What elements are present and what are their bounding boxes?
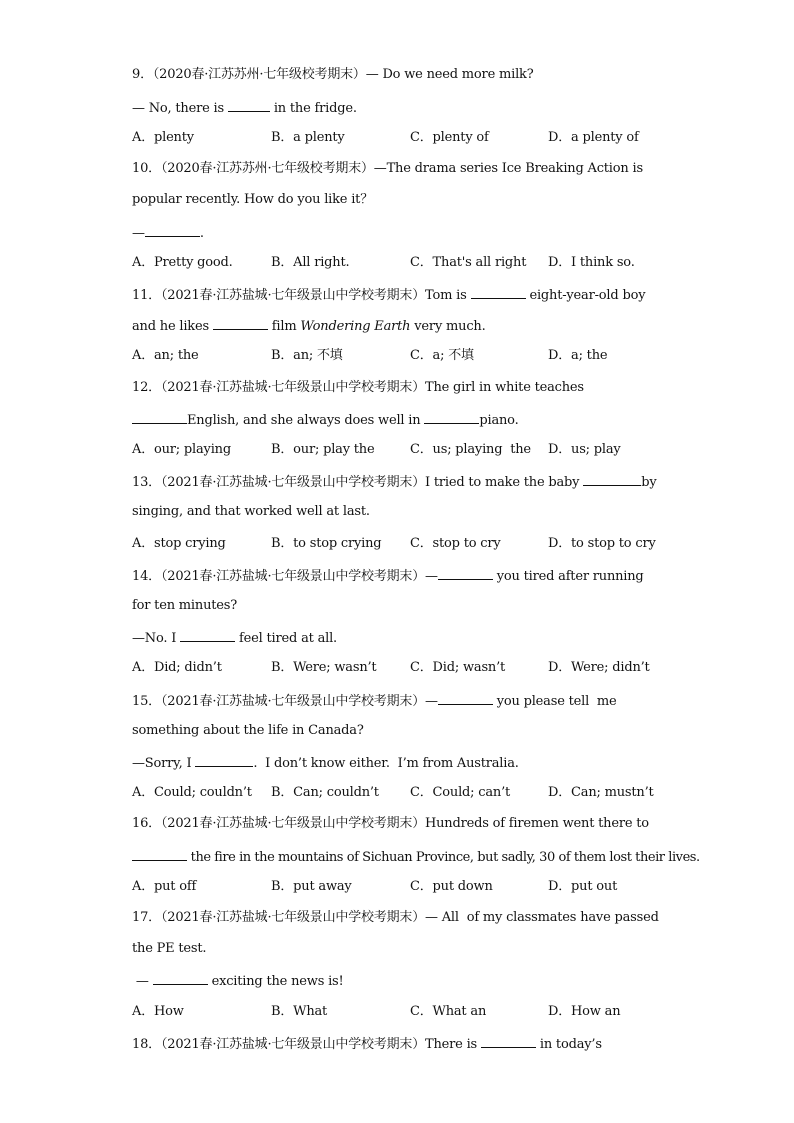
question-13-option-c[interactable]: C．stop to cry <box>410 536 501 551</box>
answer-blank[interactable] <box>145 224 200 237</box>
text: you tired after running <box>492 569 644 584</box>
question-11-stem-cont <box>132 317 486 335</box>
text: . I don’t know either. I’m from Australia. <box>253 756 519 771</box>
question-10-option-b[interactable]: B．All right. <box>271 255 350 270</box>
question-17-stem-cont: the PE test. <box>132 941 207 956</box>
question-15-stem <box>132 692 617 710</box>
text: feel tired at all. <box>235 631 337 646</box>
question-17-stem: 17．（2021春·江苏盐城·七年级景山中学校考期末）— All of my classmates have passed <box>132 910 659 925</box>
question-15-answer-line <box>132 754 519 772</box>
text: — No, there is <box>132 101 228 116</box>
question-16-option-a[interactable]: A．put off <box>132 879 197 894</box>
question-15-option-b[interactable]: B．Can; couldn’t <box>271 785 379 800</box>
text: in the fridge. <box>269 101 357 116</box>
text: you please tell me <box>492 694 617 709</box>
text: in today’s <box>535 1037 602 1052</box>
question-10-option-c[interactable]: C．That's all right <box>410 255 527 270</box>
question-15-option-d[interactable]: D．Can; mustn’t <box>548 785 654 800</box>
question-17-option-b[interactable]: B．What <box>271 1004 328 1019</box>
question-17-option-d[interactable]: D．How an <box>548 1004 621 1019</box>
question-9-option-c[interactable]: C．plenty of <box>410 130 489 145</box>
question-14-stem <box>132 567 644 585</box>
text: 15．（2021春·江苏盐城·七年级景山中学校考期末）— <box>132 694 438 709</box>
answer-blank[interactable] <box>228 99 270 112</box>
question-12-option-c[interactable]: C．us; playing the <box>410 442 531 457</box>
question-12-option-b[interactable]: B．our; play the <box>271 442 375 457</box>
question-15-stem-cont: something about the life in Canada? <box>132 723 364 738</box>
question-10-stem: 10．（2020春·江苏苏州·七年级校考期末）—The drama series Ice Breaking Action is <box>132 161 643 176</box>
question-17-option-a[interactable]: A．How <box>132 1004 184 1019</box>
question-17-option-c[interactable]: C．What an <box>410 1004 487 1019</box>
question-11-option-c[interactable]: C．a; 不填 <box>410 348 474 363</box>
question-11-option-b[interactable]: B．an; 不填 <box>271 348 343 363</box>
question-11-option-d[interactable]: D．a; the <box>548 348 608 363</box>
answer-blank[interactable] <box>180 629 235 642</box>
question-9-option-d[interactable]: D．a plenty of <box>548 130 639 145</box>
film-title: Wondering Earth <box>300 319 411 334</box>
question-16-stem-cont <box>132 848 700 866</box>
question-13-stem <box>132 473 657 491</box>
answer-blank[interactable] <box>153 972 208 985</box>
question-14-option-d[interactable]: D．Were; didn’t <box>548 660 650 675</box>
text: — <box>132 974 153 989</box>
text: piano. <box>479 413 519 428</box>
question-13-option-b[interactable]: B．to stop crying <box>271 536 382 551</box>
text: very much. <box>410 319 486 334</box>
question-10-option-a[interactable]: A．Pretty good. <box>132 255 233 270</box>
question-16-option-b[interactable]: B．put away <box>271 879 352 894</box>
text: 11．（2021春·江苏盐城·七年级景山中学校考期末）Tom is <box>132 288 471 303</box>
text: 18．（2021春·江苏盐城·七年级景山中学校考期末）There is <box>132 1037 481 1052</box>
question-11-option-a[interactable]: A．an; the <box>132 348 199 363</box>
text: the fire in the mountains of Sichuan Province, but sadly, 30 of them lost their lives. <box>187 850 700 865</box>
text: eight-year-old boy <box>525 288 646 303</box>
text: exciting the news is! <box>207 974 344 989</box>
question-13-stem-cont: singing, and that worked well at last. <box>132 504 370 519</box>
question-12-option-d[interactable]: D．us; play <box>548 442 621 457</box>
question-15-option-c[interactable]: C．Could; can’t <box>410 785 511 800</box>
question-16-stem: 16．（2021春·江苏盐城·七年级景山中学校考期末）Hundreds of firemen went there to <box>132 816 649 831</box>
answer-blank[interactable] <box>132 848 187 861</box>
answer-blank[interactable] <box>213 317 268 330</box>
question-12-option-a[interactable]: A．our; playing <box>132 442 231 457</box>
text: — <box>132 226 145 241</box>
question-16-option-d[interactable]: D．put out <box>548 879 618 894</box>
question-13-option-d[interactable]: D．to stop to cry <box>548 536 656 551</box>
text: by <box>641 475 657 490</box>
question-10-option-d[interactable]: D．I think so. <box>548 255 635 270</box>
text: English, and she always does well in <box>187 413 425 428</box>
question-14-option-b[interactable]: B．Were; wasn’t <box>271 660 377 675</box>
answer-blank[interactable] <box>424 411 479 424</box>
answer-blank[interactable] <box>195 754 253 767</box>
text: —No. I <box>132 631 181 646</box>
question-18-stem <box>132 1035 602 1053</box>
question-9-stem: 9．（2020春·江苏苏州·七年级校考期末）— Do we need more milk? <box>132 67 534 82</box>
question-10-stem-cont: popular recently. How do you like it？ <box>132 192 373 207</box>
answer-blank[interactable] <box>481 1035 536 1048</box>
question-11-stem <box>132 286 645 304</box>
question-14-answer-line <box>132 629 337 647</box>
text: film <box>267 319 301 334</box>
question-9-option-a[interactable]: A．plenty <box>132 130 194 145</box>
text: . <box>199 226 204 241</box>
question-13-option-a[interactable]: A．stop crying <box>132 536 226 551</box>
question-12-stem: 12．（2021春·江苏盐城·七年级景山中学校考期末）The girl in white teaches <box>132 380 584 395</box>
question-12-stem-cont <box>132 411 519 429</box>
question-15-option-a[interactable]: A．Could; couldn’t <box>132 785 252 800</box>
answer-blank[interactable] <box>471 286 526 299</box>
question-17-answer-line <box>132 972 344 990</box>
question-16-option-c[interactable]: C．put down <box>410 879 493 894</box>
text: —Sorry, I <box>132 756 196 771</box>
answer-blank[interactable] <box>438 567 493 580</box>
question-14-option-c[interactable]: C．Did; wasn’t <box>410 660 506 675</box>
question-9-answer-line <box>132 99 357 117</box>
question-14-stem-cont: for ten minutes? <box>132 598 237 613</box>
question-14-option-a[interactable]: A．Did; didn’t <box>132 660 222 675</box>
answer-blank[interactable] <box>132 411 187 424</box>
text: and he likes <box>132 319 213 334</box>
text: 13．（2021春·江苏盐城·七年级景山中学校考期末）I tried to make the baby <box>132 475 584 490</box>
answer-blank[interactable] <box>438 692 493 705</box>
answer-blank[interactable] <box>583 473 641 486</box>
question-9-option-b[interactable]: B．a plenty <box>271 130 345 145</box>
question-10-answer-line <box>132 224 204 242</box>
text: 14．（2021春·江苏盐城·七年级景山中学校考期末）— <box>132 569 438 584</box>
